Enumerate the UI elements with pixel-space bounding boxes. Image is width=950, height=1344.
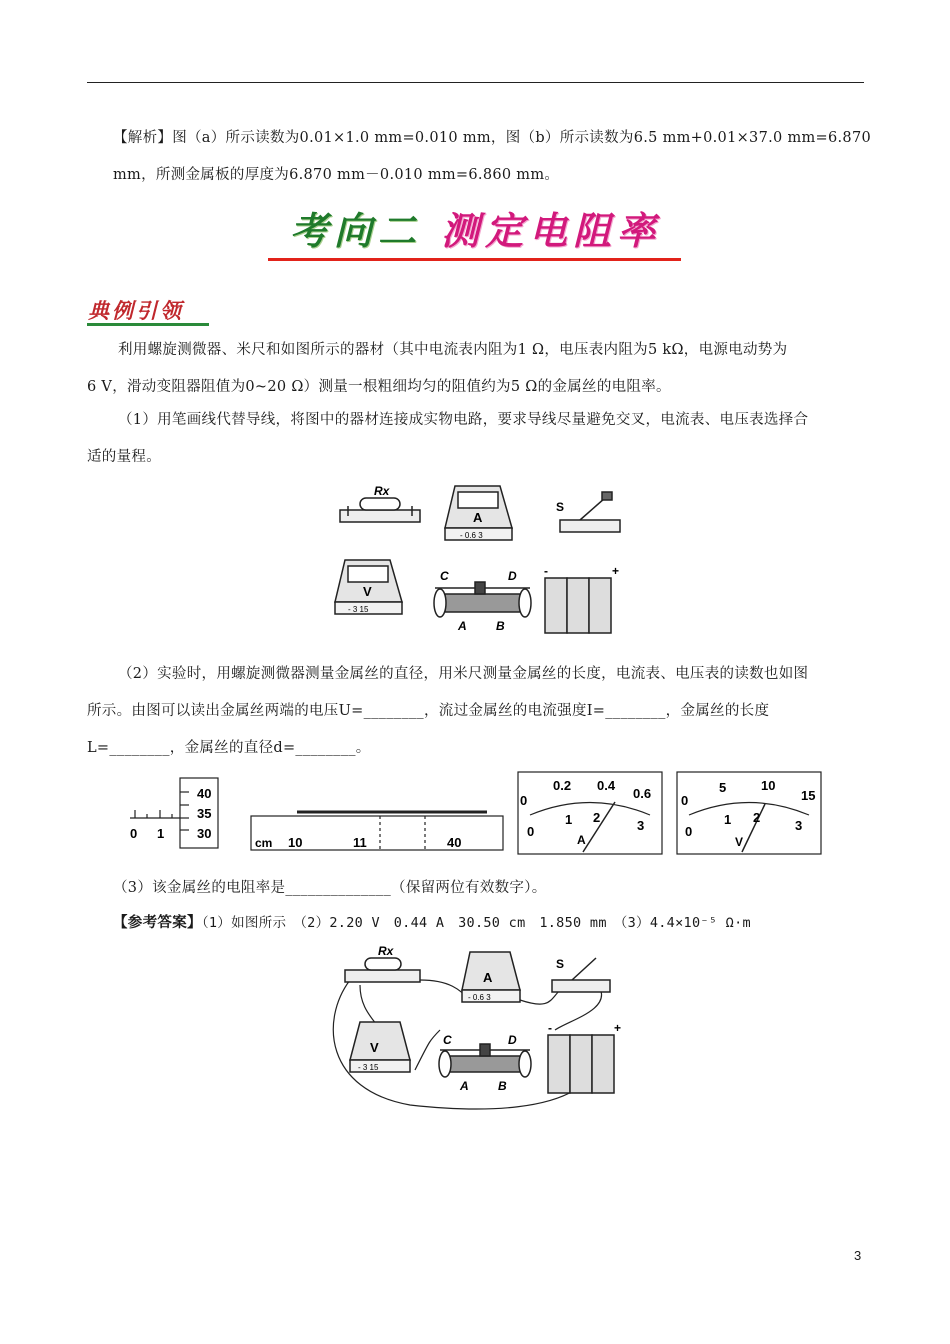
- analysis-line-2: mm，所测金属板的厚度为6.870 mm－0.010 mm=6.860 mm。: [113, 167, 560, 183]
- readings-figure: [125, 770, 825, 858]
- answer-voltmeter-letter: V: [370, 1040, 379, 1055]
- micrometer-35: 35: [197, 806, 212, 821]
- section-tag: 典例引领: [88, 299, 184, 323]
- voltmeter-top-0: 0: [681, 793, 689, 808]
- ammeter-top-0: 0: [520, 793, 528, 808]
- label-rx: Rx: [374, 484, 390, 498]
- rheostat: [434, 582, 531, 617]
- ammeter-dial-letter: A: [577, 833, 586, 847]
- ammeter-dial: [518, 772, 662, 854]
- rheostat-b: B: [496, 619, 505, 633]
- section-tag-underline: [87, 323, 209, 326]
- ammeter-bottom-1: 1: [565, 812, 573, 827]
- voltmeter-top-5: 5: [719, 780, 727, 795]
- banner-underline: [268, 258, 681, 261]
- voltmeter-dial-letter: V: [735, 835, 744, 849]
- ruler-mark-40: 40: [447, 835, 462, 850]
- answer-line: [113, 904, 751, 942]
- answer-battery-plus: +: [614, 1021, 622, 1035]
- resistor-rx: [340, 498, 420, 522]
- answer-ammeter-scale: - 0.6 3: [468, 993, 491, 1002]
- micrometer-30: 30: [197, 826, 212, 841]
- battery-minus: -: [544, 564, 548, 578]
- ammeter-bottom-0: 0: [527, 824, 535, 839]
- battery: [545, 578, 611, 633]
- answer-rheostat-c: C: [443, 1033, 452, 1047]
- voltmeter-bottom-0: 0: [685, 824, 693, 839]
- voltmeter-bottom-1: 1: [724, 812, 732, 827]
- question-3: （3）该金属丝的电阻率是______________（保留两位有效数字）。: [113, 880, 547, 896]
- answer-rheostat-a: A: [460, 1079, 469, 1093]
- label-switch: S: [556, 500, 565, 514]
- ruler-mark-10: 10: [288, 835, 303, 850]
- ammeter-bottom-2: 2: [593, 810, 601, 825]
- ammeter-top-04: 0.4: [597, 778, 616, 793]
- problem-intro-1: 利用螺旋测微器、米尺和如图所示的器材（其中电流表内阻为1 Ω，电压表内阻为5 kΩ，电源电动势为: [118, 342, 788, 358]
- voltmeter-bottom-3: 3: [795, 818, 803, 833]
- analysis-line-1: 【解析】图（a）所示读数为0.01×1.0 mm=0.010 mm，图（b）所示读数为6.5 mm+0.01×37.0 mm=6.870: [113, 130, 871, 146]
- question-2-line-1: （2）实验时，用螺旋测微器测量金属丝的直径，用米尺测量金属丝的长度，电流表、电压表的读数也如图: [118, 666, 809, 682]
- apparatus-figure: [330, 478, 630, 638]
- ruler-mark-11: 11: [353, 835, 367, 850]
- ammeter-letter: A: [473, 510, 483, 525]
- voltmeter-top-10: 10: [761, 778, 776, 793]
- ammeter-top-06: 0.6: [633, 786, 652, 801]
- voltmeter-top-15: 15: [801, 788, 816, 803]
- ammeter-scale: - 0.6 3: [460, 531, 483, 540]
- voltmeter-bottom-2: 2: [753, 810, 761, 825]
- answer-text: （1）如图所示 （2）2.20 V 0.44 A 30.50 cm 1.850 mm （3）4.4×10⁻⁵ Ω·m: [201, 915, 751, 931]
- voltmeter-dial: [677, 772, 821, 854]
- section-banner: [270, 205, 681, 261]
- answer-rheostat: [439, 1044, 531, 1077]
- answer-battery: [548, 1035, 614, 1093]
- problem-intro-2: 6 V，滑动变阻器阻值为0~20 Ω）测量一根粗细均匀的阻值约为5 Ω的金属丝的电阻率。: [87, 379, 671, 395]
- answer-label-rx: Rx: [378, 944, 394, 958]
- answer-ammeter-letter: A: [483, 970, 493, 985]
- rheostat-a: A: [458, 619, 467, 633]
- page-number: 3: [854, 1248, 862, 1263]
- answer-label: 【参考答案】: [113, 914, 202, 931]
- micrometer-sleeve-1: 1: [157, 826, 165, 841]
- ruler-unit: cm: [255, 836, 273, 850]
- voltmeter-letter: V: [363, 584, 372, 599]
- micrometer-sleeve-0: 0: [130, 826, 138, 841]
- answer-battery-minus: -: [548, 1021, 552, 1035]
- ammeter-bottom-3: 3: [637, 818, 645, 833]
- battery-plus: +: [612, 564, 620, 578]
- question-2-line-2: 所示。由图可以读出金属丝两端的电压U=________，流过金属丝的电流强度I=________，金属丝的长度: [87, 703, 770, 719]
- question-1-line-2: 适的量程。: [87, 449, 161, 465]
- switch-s: [560, 492, 620, 532]
- answer-resistor: [345, 958, 420, 982]
- answer-label-switch: S: [556, 957, 565, 971]
- micrometer-40: 40: [197, 786, 212, 801]
- answer-voltmeter-scale: - 3 15: [358, 1063, 379, 1072]
- voltmeter-scale: - 3 15: [348, 605, 369, 614]
- ammeter-top-02: 0.2: [553, 778, 572, 793]
- answer-rheostat-b: B: [498, 1079, 507, 1093]
- question-1-line-1: （1）用笔画线代替导线，将图中的器材连接成实物电路，要求导线尽量避免交叉，电流表、电压表选择合: [118, 412, 809, 428]
- header-rule: [87, 82, 864, 83]
- answer-rheostat-d: D: [508, 1033, 517, 1047]
- answer-circuit-figure: [320, 940, 630, 1115]
- rheostat-c: C: [440, 569, 449, 583]
- rheostat-d: D: [508, 569, 517, 583]
- banner-part-1: 考向二: [289, 209, 422, 253]
- question-2-line-3: L=________，金属丝的直径d=________。: [87, 740, 371, 756]
- banner-part-2: 测定电阻率: [441, 209, 662, 253]
